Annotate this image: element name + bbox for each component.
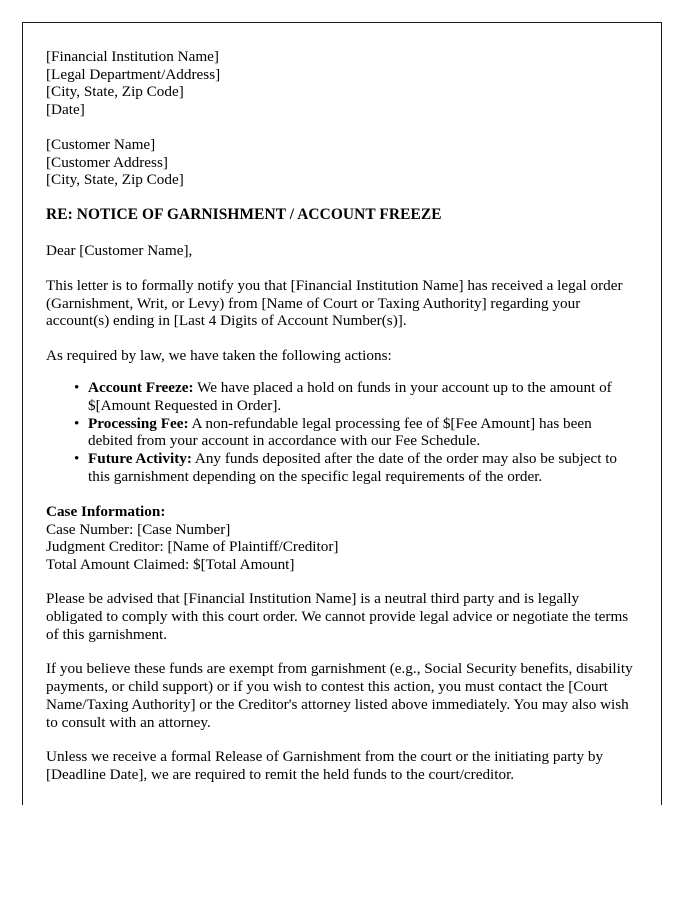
recipient-address-line: [Customer Name]	[46, 135, 156, 153]
actions-lead-in: As required by law, we have taken the following actions:	[46, 347, 392, 365]
salutation: Dear [Customer Name],	[46, 241, 193, 259]
recipient-address-line: [Customer Address]	[46, 153, 168, 171]
list-item-label: Account Freeze:	[88, 378, 194, 396]
list-item	[46, 415, 638, 451]
subject-heading: RE: NOTICE OF GARNISHMENT / ACCOUNT FREEZE	[46, 205, 442, 223]
list-item-label: Processing Fee:	[88, 414, 189, 432]
address-block-spacer	[46, 118, 638, 136]
sender-address-line: [City, State, Zip Code]	[46, 83, 184, 101]
recipient-address-block	[46, 136, 638, 189]
list-item-text: Any funds deposited after the date of the order may also be subject to this garnishment depending on the specific legal requirements of the order.	[88, 450, 618, 485]
list-item	[46, 379, 638, 415]
exemption-paragraph: If you believe these funds are exempt from garnishment (e.g., Social Security benefits, disability payments, or child support) or if you wish to contest this action, you must contact the [Court Name/Taxing Authority] or the Creditor's attorney listed above immediately. You may also wish to consult with an attorney.	[46, 660, 633, 731]
judgment-creditor-line: Judgment Creditor: [Name of Plaintiff/Creditor]	[46, 538, 339, 556]
list-item	[46, 450, 638, 486]
total-amount-claimed-line: Total Amount Claimed: $[Total Amount]	[46, 556, 295, 574]
letter-body	[46, 48, 638, 784]
list-item-text: A non-refundable legal processing fee of $[Fee Amount] has been debited from your account in accordance with our Fee Schedule.	[88, 414, 592, 450]
case-information-title: Case Information:	[46, 502, 166, 520]
actions-list	[46, 379, 638, 486]
neutral-party-paragraph: Please be advised that [Financial Institution Name] is a neutral third party and is legally obligated to comply with this court order. We cannot provide legal advice or negotiate the terms of this garnishment.	[46, 589, 629, 643]
list-item-text: We have placed a hold on funds in your account up to the amount of $[Amount Requested in Order].	[88, 378, 612, 414]
recipient-address-line: [City, State, Zip Code]	[46, 171, 184, 189]
sender-date-line: [Date]	[46, 100, 85, 118]
release-paragraph: Unless we receive a formal Release of Garnishment from the court or the initiating party by [Deadline Date], we are required to remit the held funds to the court/creditor.	[46, 748, 604, 784]
case-number-line: Case Number: [Case Number]	[46, 520, 231, 538]
list-item-label: Future Activity:	[88, 450, 192, 468]
sender-address-line: [Financial Institution Name]	[46, 48, 219, 65]
case-information-block	[46, 503, 638, 574]
sender-address-line: [Legal Department/Address]	[46, 65, 221, 83]
sender-address-block	[46, 48, 638, 118]
intro-paragraph: This letter is to formally notify you that [Financial Institution Name] has received a legal order (Garnishment, Writ, or Levy) from [Name of Court or Taxing Authority] regarding your account(s) ending in [Last 4 Digits of Account Number(s)].	[46, 276, 623, 330]
